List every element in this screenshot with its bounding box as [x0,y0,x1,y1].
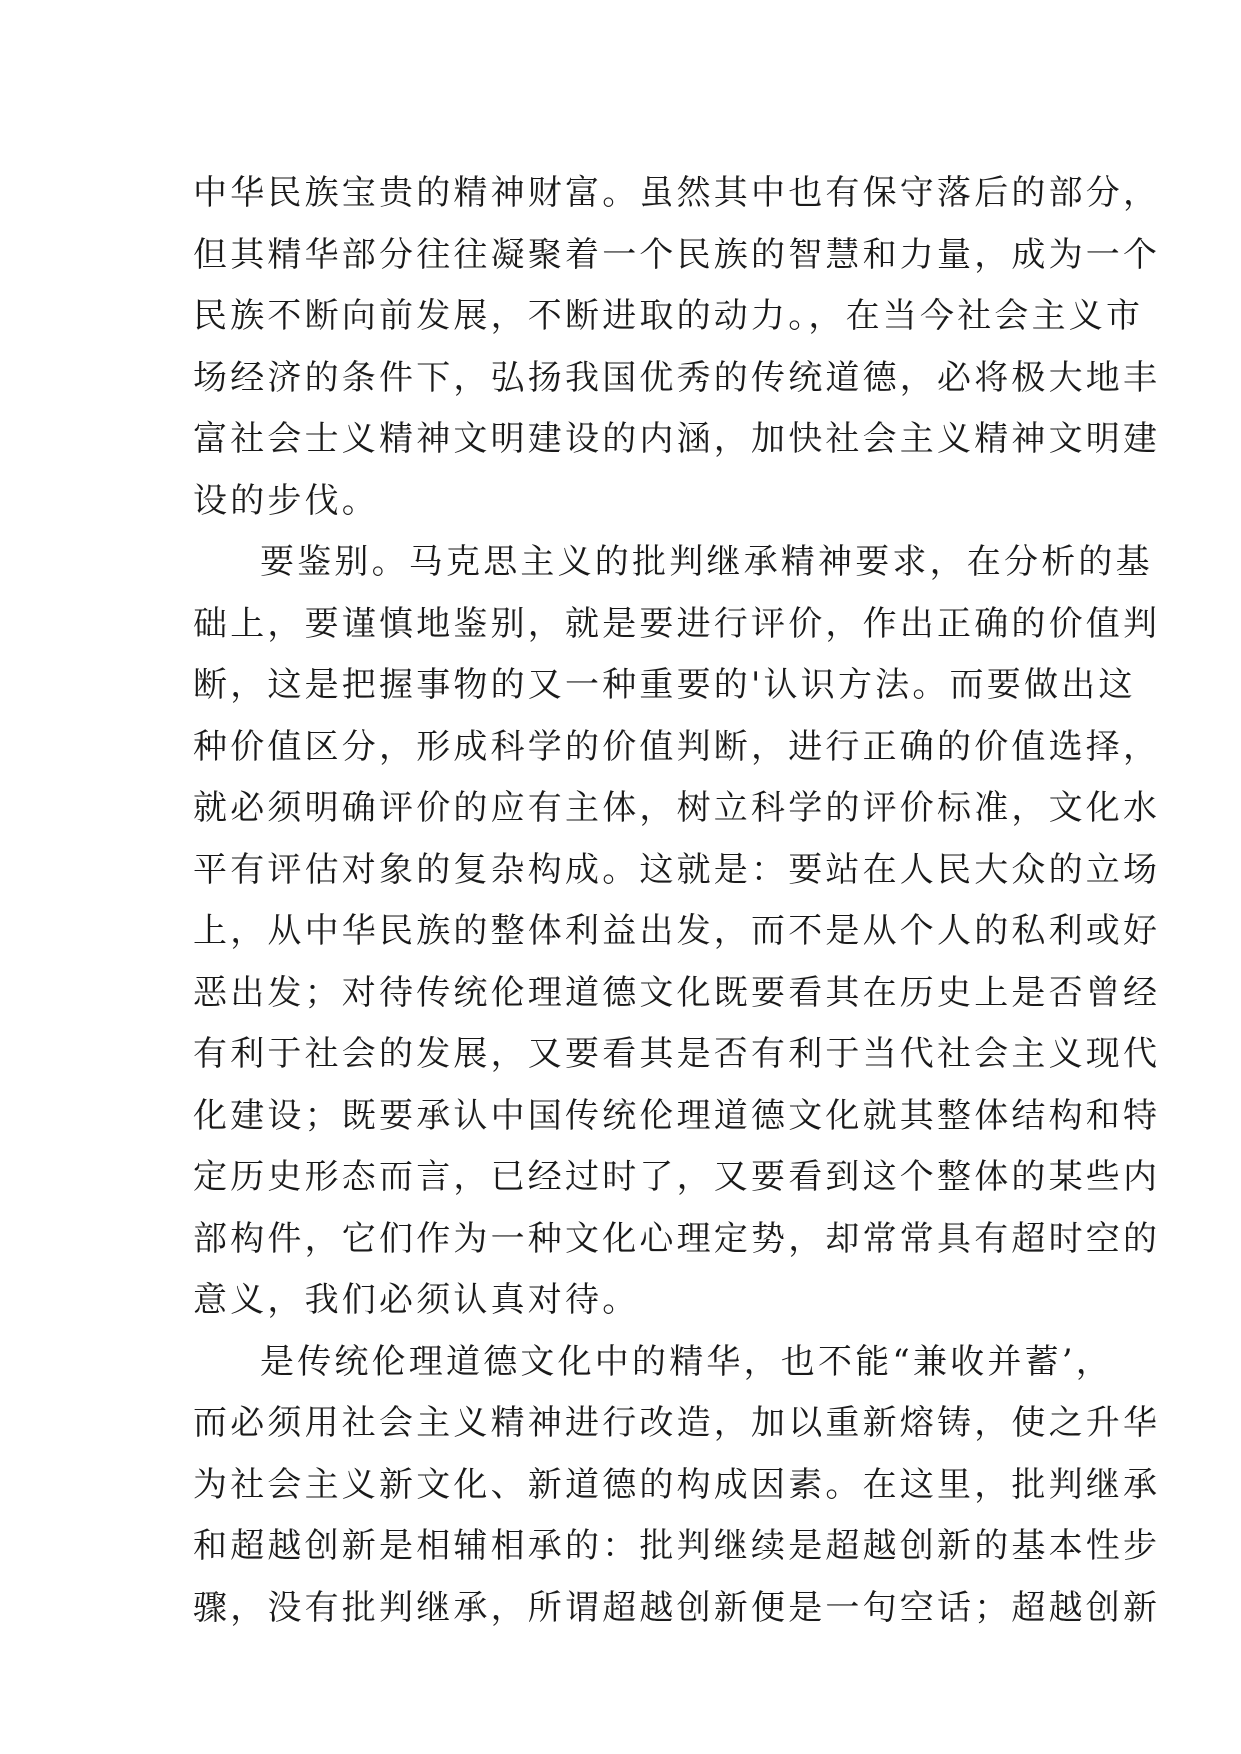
text-line: 和超越创新是相辅相承的：批判继续是超越创新的基本性步 [193,1526,1161,1566]
text-line: 是传统伦理道德文化中的精华，也不能“兼收并蓄’， [260,1341,1113,1382]
paragraph-2 [193,532,1161,1332]
text-line: 部构件，它们作为一种文化心理定势，却常常具有超时空的 [193,1218,1161,1259]
text-line: 富社会士义精神文明建设的内涵，加快社会主义精神文明建 [193,419,1161,459]
text-line: 中华民族宝贵的精神财富。虽然其中也有保守落后的部分， [193,173,1161,213]
text-line: 恶出发；对待传统伦理道德文化既要看其在历史上是否曾经 [193,972,1161,1013]
text-line: 定历史形态而言，已经过时了，又要看到这个整体的某些内 [193,1157,1161,1197]
text-line: 而必须用社会主义精神进行改造，加以重新熔铸，使之升华 [193,1403,1161,1443]
text-line: 设的步伐。 [193,480,379,521]
text-line: 化建设；既要承认中国传统伦理道德文化就其整体结构和特 [193,1095,1161,1136]
text-line: 为社会主义新文化、新道德的构成因素。在这里，批判继承 [193,1464,1161,1505]
text-line: 种价值区分，形成科学的价值判断，进行正确的价值选择， [193,726,1161,767]
text-line: 场经济的条件下，弘扬我国优秀的传统道德，必将极大地丰 [193,357,1161,398]
text-line: 民族不断向前发展，不断进取的动力。，在当今社会主义市 [193,296,1144,336]
paragraph-3 [193,1332,1161,1640]
text-line: 意义，我们必须认真对待。 [193,1280,640,1320]
text-line: 断，这是把握事物的又一种重要的'认识方法。而要做出这 [193,665,1136,705]
text-line: 上，从中华民族的整体利益出发，而不是从个人的私利或好 [193,911,1161,951]
text-line: 平有评估对象的复杂构成。这就是：要站在人民大众的立场 [193,849,1161,890]
text-line: 础上，要谨慎地鉴别，就是要进行评价，作出正确的价值判 [193,603,1161,644]
text-line: 就必须明确评价的应有主体，树立科学的评价标准，文化水 [193,788,1161,828]
body-text [193,163,1161,1639]
text-line: 要鉴别。马克思主义的批判继承精神要求，在分析的基 [260,542,1153,582]
text-line: 有利于社会的发展，又要看其是否有利于当代社会主义现代 [193,1034,1161,1074]
paragraph-1 [193,163,1161,532]
text-line: 骤，没有批判继承，所谓超越创新便是一句空话；超越创新 [193,1587,1161,1628]
text-line: 但其精华部分往往凝聚着一个民族的智慧和力量，成为一个 [193,234,1161,275]
